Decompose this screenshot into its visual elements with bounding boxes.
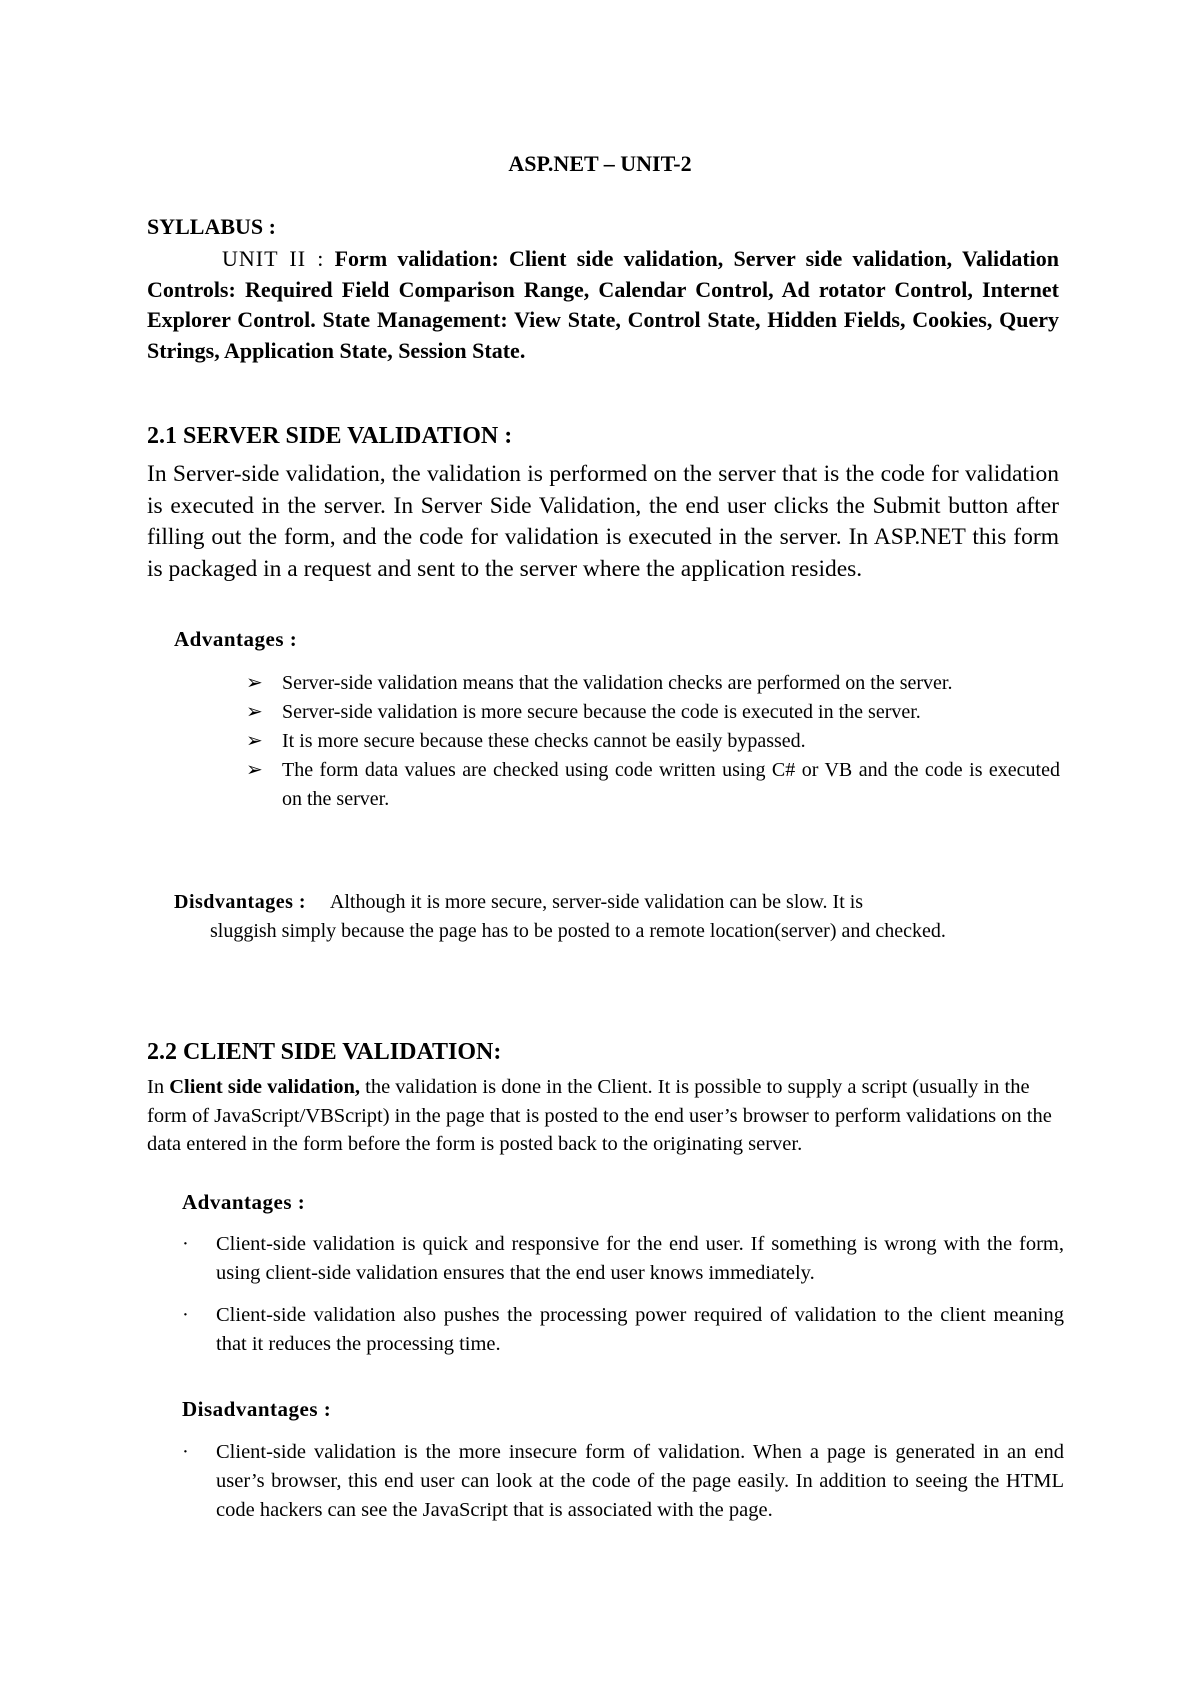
arrow-bullet-icon: ➢ (246, 701, 263, 723)
server-advantages-label: Advantages : (174, 627, 298, 651)
server-disadvantages-cont: sluggish simply because the page has to be posted to a remote location(server) and checked. (210, 920, 946, 942)
list-item (182, 1301, 1064, 1359)
syllabus-text: Form validation: Client side validation, Server side validation, Validation Controls: Required Field Comparison Range, Calendar Control, Ad rotator Control, Internet Explorer Control. State Management: View State, Control State, Hidden Fields, Cookies, Query Strings, Application State, Session State. (147, 246, 1059, 363)
list-item (246, 698, 1060, 727)
section-heading-server: 2.1 SERVER SIDE VALIDATION : (147, 423, 513, 449)
list-item-text: Client-side validation is the more insecure form of validation. When a page is generated in an end user’s browser, this end user can look at the code of the page easily. In addition to seeing the HTML code hackers can see the JavaScript that is associated with the page. (216, 1441, 1064, 1521)
server-paragraph: In Server-side validation, the validation is performed on the server that is the code for validation is executed in the server. In Server Side Validation, the end user clicks the Submit button after filling out the form, and the code for validation is executed in the server. In ASP.NET this form is packaged in a request and sent to the server where the application resides. (147, 461, 1059, 582)
dot-bullet-icon: · (182, 1233, 189, 1255)
list-item (246, 669, 1060, 698)
list-item-text: The form data values are checked using code written using C# or VB and the code is executed on the server. (282, 759, 1060, 810)
arrow-bullet-icon: ➢ (246, 672, 263, 694)
list-item (246, 756, 1060, 814)
client-advantages-list (182, 1230, 1064, 1359)
server-disadvantages (174, 888, 1060, 946)
section-heading-client: 2.2 CLIENT SIDE VALIDATION: (147, 1039, 502, 1065)
syllabus-body (147, 244, 1059, 366)
page-title: ASP.NET – UNIT-2 (508, 151, 692, 176)
server-advantages-list (246, 669, 1060, 814)
list-item-text: Client-side validation also pushes the processing power required of validation to the client meaning that it reduces the processing time. (216, 1304, 1064, 1355)
syllabus-label: SYLLABUS : (147, 214, 276, 239)
dot-bullet-icon: · (182, 1441, 189, 1463)
list-item-text: Client-side validation is quick and responsive for the end user. If something is wrong with the form, using client-side validation ensures that the end user knows immediately. (216, 1233, 1064, 1284)
client-advantages-label: Advantages : (182, 1190, 306, 1214)
client-paragraph-prefix: In (147, 1076, 170, 1098)
syllabus-unit-lead: UNIT II : (222, 246, 325, 271)
list-item (182, 1230, 1064, 1288)
list-item-text: It is more secure because these checks cannot be easily bypassed. (282, 730, 806, 752)
list-item (246, 727, 1060, 756)
client-paragraph-rest: the validation is done in the Client. It is possible to supply a script (usually in the form of JavaScript/VBScript) in the page that is posted to the end user’s browser to perform validations on the data entered in the form before the form is posted back to the originating server. (147, 1076, 1052, 1155)
client-disadvantages-list (182, 1438, 1064, 1525)
list-item-text: Server-side validation means that the validation checks are performed on the server. (282, 672, 953, 694)
client-disadvantages-label: Disadvantages : (182, 1397, 332, 1421)
arrow-bullet-icon: ➢ (246, 730, 263, 752)
arrow-bullet-icon: ➢ (246, 759, 263, 781)
client-paragraph-bold: Client side validation, (169, 1076, 360, 1098)
server-disadvantages-label: Disdvantages : (174, 891, 307, 913)
client-paragraph (147, 1073, 1059, 1159)
dot-bullet-icon: · (182, 1304, 189, 1326)
server-disadvantages-lead: Although it is more secure, server-side validation can be slow. It is (329, 891, 864, 913)
list-item-text: Server-side validation is more secure because the code is executed in the server. (282, 701, 921, 723)
list-item (182, 1438, 1064, 1525)
